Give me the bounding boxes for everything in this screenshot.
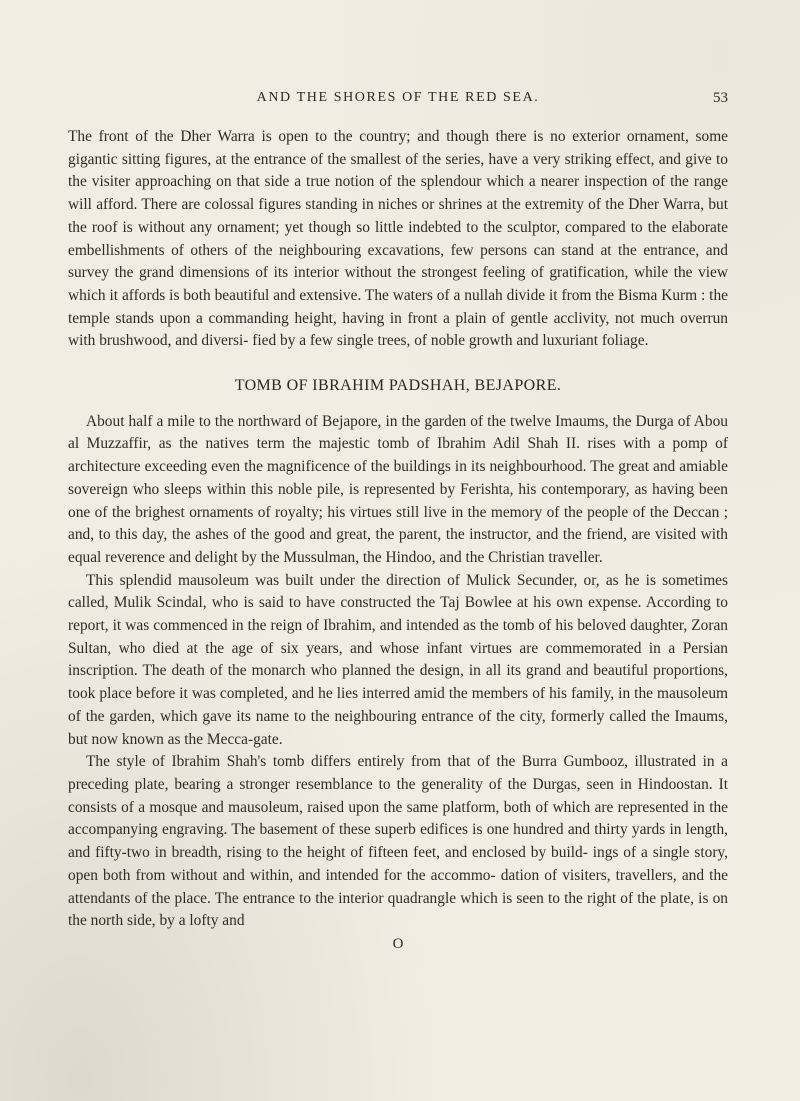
- signature-mark: O: [392, 935, 404, 952]
- page-number: 53: [713, 90, 728, 106]
- section-heading: TOMB OF IBRAHIM PADSHAH, BEJAPORE.: [234, 377, 562, 395]
- body-text: [68, 126, 728, 956]
- paragraph-tomb-style: The style of Ibrahim Shah's tomb differs entirely from that of the Burra Gumbooz, illustrated in a preceding plate, bearing a stronger resemblance to the generality of the Durgas, seen in Hindoostan. It consists of a mosque and mausoleum, raised upon the same platform, both of which are represented in the accompanying engraving. The basement of these superb edifices is one hundred and thirty yards in length, and fifty-two in breadth, rising to the height of fifteen feet, and enclosed by build- ings of a single story, open both from without and within, and intended for the accommo- dation of visiters, travellers, and the attendants of the place. The entrance to the interior quadrangle which is seen to the right of the plate, is on the north side, by a lofty and: [68, 753, 728, 930]
- paragraph-mausoleum-history: This splendid mausoleum was built under the direction of Mulick Secunder, or, as he is sometimes called, Mulik Scindal, who is said to have constructed the Taj Bowlee at his own expense. According to report, it was commenced in the reign of Ibrahim, and intended as the tomb of his beloved daughter, Zoran Sultan, who died at the age of six years, and whose infant virtues are commemorated in a Persian inscription. The death of the monarch who planned the design, in all its grand and beautiful proportions, took place before it was completed, and he lies interred amid the members of his family, in the mausoleum of the garden, which gave its name to the neighbouring entrance of the city, formerly called the Imaums, but now known as the Mecca-gate.: [68, 571, 728, 748]
- page-header: [68, 90, 728, 112]
- paragraph-tomb-intro: About half a mile to the northward of Bejapore, in the garden of the twelve Imaums, the Durga of Abou al Muzzaffir, as the natives term the majestic tomb of Ibrahim Adil Shah II. rises with a pomp of architecture exceeding even the magnificence of the buildings in its neighbourhood. The great and amiable sovereign who sleeps within this noble pile, is represented by Ferishta, his contemporary, as having been one of the brighest ornaments of royalty; his virtues still live in the memory of the people of the Deccan ; and, to this day, the ashes of the good and great, the parent, the instructor, and the friend, are visited with equal reverence and delight by the Mussulman, the Hindoo, and the Christian traveller.: [68, 412, 728, 566]
- running-head: AND THE SHORES OF THE RED SEA.: [256, 90, 540, 105]
- paragraph-dher-warra: The front of the Dher Warra is open to the country; and though there is no exterior ornament, some gigantic sitting figures, at the entrance of the smallest of the series, have a very striking effect, and give to the visiter approaching on that side a true notion of the splendour which a nearer inspection of the range will afford. There are colossal figures standing in niches or shrines at the extremity of the Dher Warra, but the roof is without any ornament; yet though so little indebted to the sculptor, compared to the elaborate embellishments of others of the neighbouring excavations, few persons can stand at the entrance, and survey the grand dimensions of its interior without the strongest feeling of gratification, while the view which it affords is both beautiful and extensive. The waters of a nullah divide it from the Bisma Kurm : the temple stands upon a commanding height, having in front a plain of gentle acclivity, not much overrun with brushwood, and diversi- fied by a few single trees, of noble growth and luxuriant foliage.: [68, 128, 728, 350]
